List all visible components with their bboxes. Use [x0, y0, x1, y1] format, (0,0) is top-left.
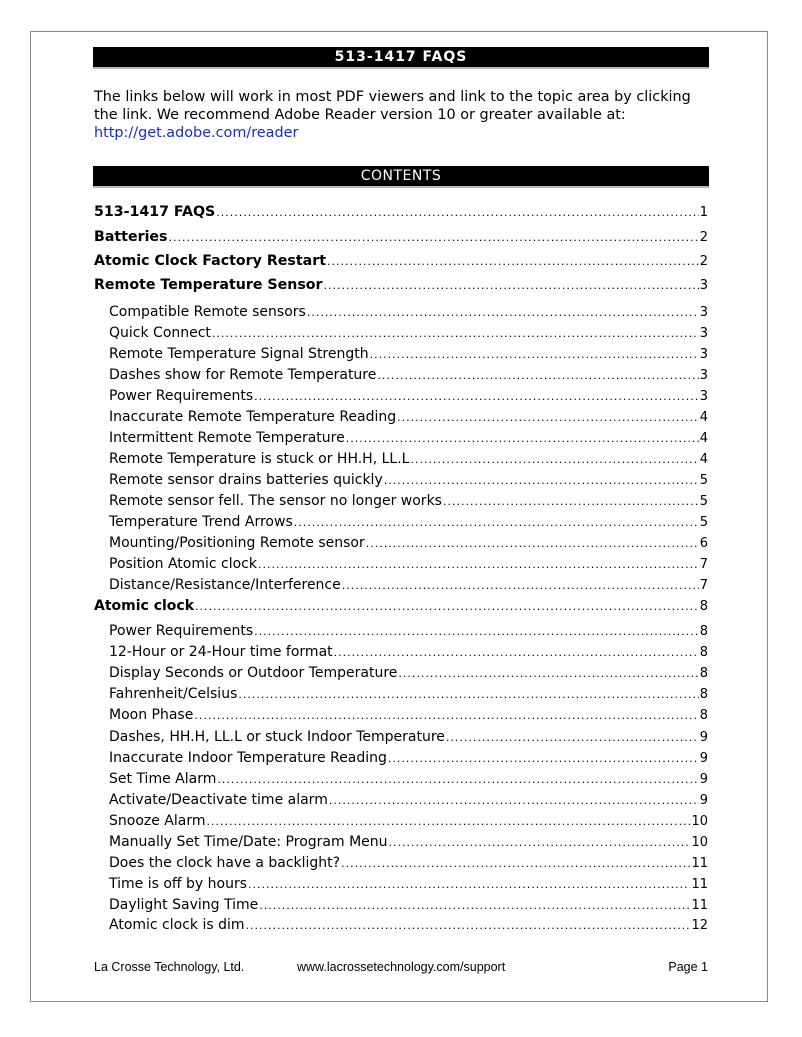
toc-entry[interactable] [109, 834, 708, 850]
toc-entry-title: Compatible Remote sensors [109, 304, 306, 320]
toc-entry-title: Intermittent Remote Temperature [109, 430, 345, 446]
toc-leader-dots [377, 369, 698, 382]
toc-leader-dots [254, 625, 699, 638]
toc-entry-title: Inaccurate Indoor Temperature Reading [109, 750, 387, 766]
toc-entry[interactable] [109, 535, 708, 551]
toc-entry-title: Fahrenheit/Celsius [109, 686, 238, 702]
adobe-reader-link[interactable]: http://get.adobe.com/reader [94, 125, 299, 141]
toc-entry-page: 1 [699, 205, 708, 220]
toc-entry[interactable] [109, 409, 708, 425]
footer-page-number: Page 1 [668, 960, 708, 974]
toc-leader-dots [194, 709, 698, 722]
toc-entry-page: 8 [699, 624, 708, 639]
toc-leader-dots [366, 537, 699, 550]
toc-entry[interactable] [109, 771, 708, 787]
toc-leader-dots [259, 899, 690, 912]
toc-entry[interactable] [109, 623, 708, 639]
toc-leader-dots [388, 752, 699, 765]
intro-paragraph [94, 88, 709, 142]
toc-entry[interactable] [109, 707, 708, 723]
toc-entry-title: Batteries [94, 229, 168, 245]
toc-entry[interactable] [109, 813, 708, 829]
toc-entry-page: 3 [699, 347, 708, 362]
toc-entry[interactable] [109, 388, 708, 404]
toc-entry-page: 3 [699, 389, 708, 404]
toc-entry-title: Daylight Saving Time [109, 897, 259, 913]
toc-entry[interactable] [109, 325, 708, 341]
toc-entry[interactable] [109, 577, 708, 593]
toc-entry-title: Dashes show for Remote Temperature [109, 367, 377, 383]
toc-entry-title: Time is off by hours [109, 876, 247, 892]
toc-entry-title: Manually Set Time/Date: Program Menu [109, 834, 388, 850]
toc-entry-page: 8 [699, 687, 708, 702]
toc-leader-dots [324, 279, 699, 292]
toc-entry-page: 11 [691, 877, 708, 892]
document-title-bar: 513-1417 FAQS [93, 47, 709, 69]
toc-entry-title: Power Requirements [109, 623, 254, 639]
toc-entry-page: 8 [699, 645, 708, 660]
toc-entry-page: 8 [699, 708, 708, 723]
toc-entry-page: 4 [699, 410, 708, 425]
toc-leader-dots [238, 688, 698, 701]
toc-leader-dots [307, 306, 699, 319]
toc-entry-title: Distance/Resistance/Interference [109, 577, 341, 593]
toc-leader-dots [207, 815, 691, 828]
toc-entry-page: 9 [699, 772, 708, 787]
toc-entry-page: 12 [691, 918, 708, 933]
toc-entry-title: Moon Phase [109, 707, 194, 723]
toc-leader-dots [327, 255, 699, 268]
toc-leader-dots [217, 773, 698, 786]
toc-entry-title: Mounting/Positioning Remote sensor [109, 535, 365, 551]
toc-entry[interactable] [109, 472, 708, 488]
toc-entry[interactable] [94, 204, 708, 220]
toc-leader-dots [248, 878, 690, 891]
toc-entry-title: Atomic Clock Factory Restart [94, 253, 326, 269]
toc-entry-title: 513-1417 FAQS [94, 204, 216, 220]
toc-entry-page: 7 [699, 578, 708, 593]
toc-leader-dots [398, 667, 698, 680]
toc-leader-dots [329, 794, 699, 807]
toc-leader-dots [384, 474, 699, 487]
toc-leader-dots [389, 836, 691, 849]
toc-entry-page: 8 [699, 666, 708, 681]
toc-leader-dots [443, 495, 699, 508]
toc-entry-page: 5 [699, 473, 708, 488]
toc-leader-dots [410, 453, 698, 466]
toc-leader-dots [246, 919, 691, 932]
toc-entry[interactable] [109, 451, 708, 467]
toc-leader-dots [342, 579, 699, 592]
toc-leader-dots [446, 731, 699, 744]
toc-entry-page: 5 [699, 494, 708, 509]
footer-company: La Crosse Technology, Ltd. [94, 960, 245, 974]
toc-leader-dots [169, 231, 699, 244]
toc-entry-title: Remote sensor fell. The sensor no longer works [109, 493, 442, 509]
footer-url[interactable]: www.lacrossetechnology.com/support [297, 960, 506, 974]
toc-entry-page: 9 [699, 751, 708, 766]
toc-entry[interactable] [109, 897, 708, 913]
toc-entry-title: 12-Hour or 24-Hour time format [109, 644, 333, 660]
toc-entry-page: 10 [691, 814, 708, 829]
toc-entry-title: Remote sensor drains batteries quickly [109, 472, 383, 488]
toc-entry[interactable] [109, 729, 708, 745]
toc-entry-title: Quick Connect [109, 325, 211, 341]
toc-entry[interactable] [109, 556, 708, 572]
toc-entry-title: Set Time Alarm [109, 771, 217, 787]
toc-entry[interactable] [109, 686, 708, 702]
toc-leader-dots [346, 432, 699, 445]
toc-leader-dots [341, 857, 690, 870]
toc-entry[interactable] [109, 514, 708, 530]
toc-entry[interactable] [109, 346, 708, 362]
toc-entry[interactable] [109, 493, 708, 509]
toc-entry-page: 4 [699, 452, 708, 467]
toc-entry-page: 7 [699, 557, 708, 572]
toc-entry[interactable] [94, 229, 708, 245]
toc-entry-page: 11 [691, 898, 708, 913]
toc-entry-page: 2 [699, 254, 708, 269]
toc-entry-title: Power Requirements [109, 388, 254, 404]
toc-leader-dots [216, 206, 698, 219]
toc-entry-title: Does the clock have a backlight? [109, 855, 341, 871]
toc-entry[interactable] [109, 750, 708, 766]
toc-leader-dots [258, 558, 699, 571]
toc-entry-page: 10 [691, 835, 708, 850]
toc-entry[interactable] [94, 253, 708, 269]
toc-entry-page: 4 [699, 431, 708, 446]
toc-entry[interactable] [109, 430, 708, 446]
toc-entry-page: 3 [699, 326, 708, 341]
toc-leader-dots [195, 600, 699, 613]
toc-entry[interactable] [109, 367, 708, 383]
toc-entry-page: 9 [699, 730, 708, 745]
toc-entry-page: 3 [699, 305, 708, 320]
contents-heading-bar: CONTENTS [93, 166, 709, 188]
toc-entry-title: Temperature Trend Arrows [109, 514, 293, 530]
toc-entry-page: 3 [699, 278, 708, 293]
toc-entry-page: 2 [699, 230, 708, 245]
toc-entry-page: 5 [699, 515, 708, 530]
toc-entry-page: 6 [699, 536, 708, 551]
toc-entry[interactable] [94, 277, 708, 293]
toc-leader-dots [370, 348, 699, 361]
toc-leader-dots [254, 390, 699, 403]
toc-entry[interactable] [109, 792, 708, 808]
toc-entry-title: Activate/Deactivate time alarm [109, 792, 328, 808]
toc-entry-title: Display Seconds or Outdoor Temperature [109, 665, 398, 681]
toc-entry[interactable] [109, 855, 708, 871]
toc-leader-dots [397, 411, 699, 424]
toc-leader-dots [294, 516, 699, 529]
toc-leader-dots [334, 646, 699, 659]
toc-entry-title: Dashes, HH.H, LL.L or stuck Indoor Temperature [109, 729, 445, 745]
toc-entry-page: 9 [699, 793, 708, 808]
toc-entry-title: Position Atomic clock [109, 556, 257, 572]
toc-entry-title: Remote Temperature is stuck or HH.H, LL.L [109, 451, 410, 467]
intro-text: The links below will work in most PDF viewers and link to the topic area by clicking the link. We recommend Adobe Reader version 10 or greater available at: [94, 89, 691, 123]
toc-entry[interactable] [109, 304, 708, 320]
toc-entry-title: Snooze Alarm [109, 813, 206, 829]
toc-entry[interactable] [94, 598, 708, 614]
toc-entry-title: Atomic clock is dim [109, 917, 245, 933]
toc-entry-title: Remote Temperature Signal Strength [109, 346, 369, 362]
toc-entry-page: 11 [691, 856, 708, 871]
toc-entry-title: Atomic clock [94, 598, 195, 614]
toc-entry-title: Remote Temperature Sensor [94, 277, 323, 293]
toc-leader-dots [212, 327, 699, 340]
toc-entry[interactable] [109, 644, 708, 660]
toc-entry[interactable] [109, 876, 708, 892]
toc-entry-page: 8 [699, 599, 708, 614]
toc-entry-page: 3 [699, 368, 708, 383]
toc-entry[interactable] [109, 917, 708, 933]
toc-entry[interactable] [109, 665, 708, 681]
toc-entry-title: Inaccurate Remote Temperature Reading [109, 409, 397, 425]
